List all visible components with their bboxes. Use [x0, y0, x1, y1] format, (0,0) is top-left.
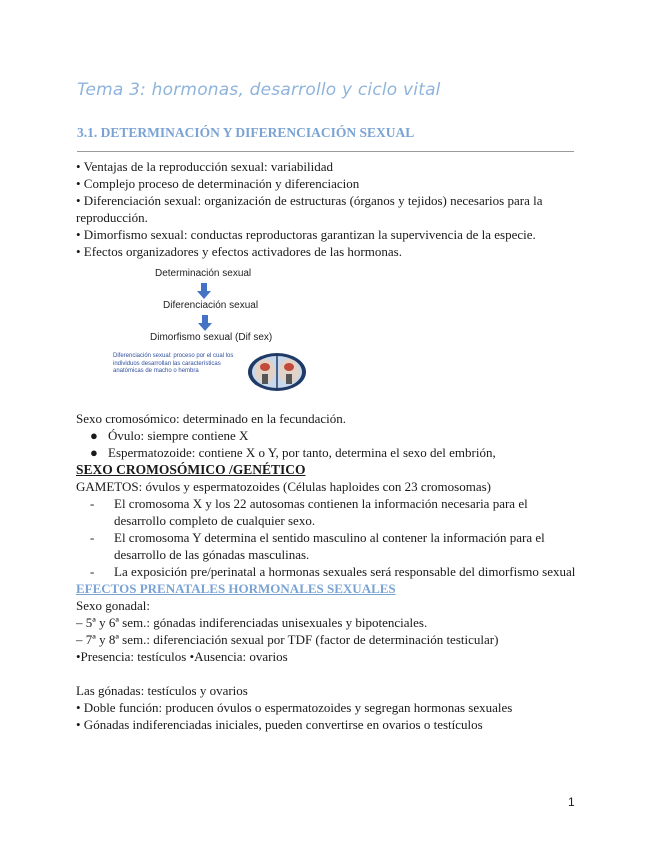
list-item: • Dimorfismo sexual: conductas reproductoras garantizan la supervivencia de la especie.	[76, 227, 536, 242]
list-item: – 7ª y 8ª sem.: diferenciación sexual por TDF (factor de determinación testicular)	[76, 632, 499, 647]
gonads-intro: Las gónadas: testículos y ovarios	[76, 683, 248, 698]
chromosomal-intro: Sexo cromosómico: determinado en la fecundación.	[76, 411, 347, 426]
gonadal-sex-label: Sexo gonadal:	[76, 598, 151, 613]
list-item: - El cromosoma X y los 22 autosomas contienen la información necesaria para el	[90, 496, 528, 511]
list-item: • Doble función: producen óvulos o espermatozoides y segregan hormonas sexuales	[76, 700, 513, 715]
list-item-continuation: desarrollo de las gónadas masculinas.	[114, 547, 310, 562]
list-item: ● Óvulo: siempre contiene X	[90, 428, 249, 443]
section-heading: 3.1. DETERMINACIÓN Y DIFERENCIACIÓN SEXUAL	[77, 125, 415, 140]
list-item: • Gónadas indiferenciadas iniciales, pueden convertirse en ovarios o testículos	[76, 717, 483, 732]
list-item: • Ventajas de la reproducción sexual: variabilidad	[76, 159, 333, 174]
list-item: •Presencia: testículos •Ausencia: ovarios	[76, 649, 288, 664]
section-divider	[77, 151, 574, 152]
diagram-caption: Diferenciación sexual: proceso por el cual los individuos desarrollan las características anatómicas de macho o hembra	[113, 353, 234, 374]
list-item-continuation: desarrollo completo de cualquier sexo.	[114, 513, 316, 528]
prenatal-heading: EFECTOS PRENATALES HORMONALES SEXUALES	[76, 581, 396, 596]
chromosomal-section	[76, 410, 575, 733]
list-item: - El cromosoma Y determina el sentido masculino al contener la información para el	[90, 530, 545, 545]
gametes-line: GAMETOS: óvulos y espermatozoides (Células haploides con 23 cromosomas)	[76, 479, 491, 494]
down-arrow-icon	[197, 283, 211, 299]
list-item: • Diferenciación sexual: organización de estructuras (órganos y tejidos) necesarios para la reproducción.	[76, 193, 543, 225]
chromosomal-heading: SEXO CROMOSÓMICO /GENÉTICO	[76, 462, 306, 477]
list-item: - La exposición pre/perinatal a hormonas sexuales será responsable del dimorfismo sexual	[90, 564, 576, 579]
diagram-step-differentiation: Diferenciación sexual	[163, 300, 259, 311]
page-number: 1	[568, 795, 575, 809]
page-title: Tema 3: hormonas, desarrollo y ciclo vital	[77, 80, 441, 100]
diagram-step-dimorphism: Dimorfismo sexual (Dif sex)	[150, 332, 273, 343]
list-item: • Efectos organizadores y efectos activadores de las hormonas.	[76, 244, 402, 259]
list-item: ● Espermatozoide: contiene X o Y, por tanto, determina el sexo del embrión,	[90, 445, 496, 460]
intro-bullet-list	[76, 158, 546, 260]
down-arrow-icon	[198, 315, 212, 331]
diagram-step-determination: Determinación sexual	[155, 268, 252, 279]
list-item: • Complejo proceso de determinación y diferenciacion	[76, 176, 360, 191]
brain-illustration	[247, 352, 307, 392]
list-item: – 5ª y 6ª sem.: gónadas indiferenciadas unisexuales y bipotenciales.	[76, 615, 428, 630]
